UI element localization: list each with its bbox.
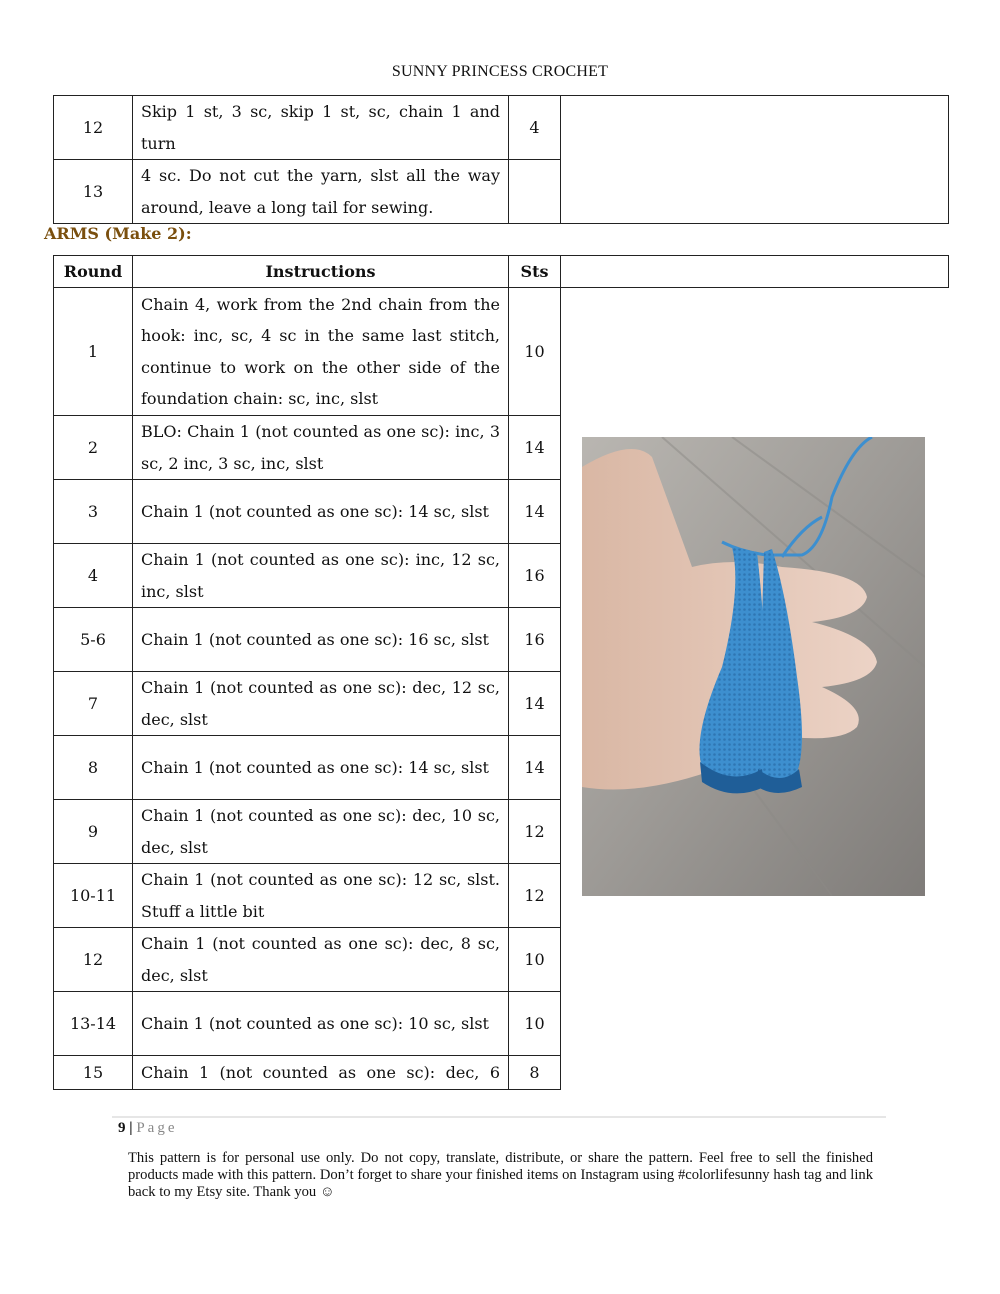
- table-row: [54, 288, 949, 416]
- instructions-cell: Chain 1 (not counted as one sc): 14 sc, slst: [133, 480, 509, 544]
- round-cell: 7: [54, 672, 133, 736]
- image-cell: [561, 96, 949, 224]
- round-cell: 2: [54, 416, 133, 480]
- instructions-cell: Chain 1 (not counted as one sc): 10 sc, slst: [133, 992, 509, 1056]
- page-header: SUNNY PRINCESS CROCHET: [391, 63, 609, 80]
- sts-cell: 10: [509, 928, 561, 992]
- round-cell: 9: [54, 800, 133, 864]
- column-header-sts: Sts: [509, 256, 561, 288]
- table-row: [54, 928, 949, 992]
- round-cell: 3: [54, 480, 133, 544]
- table-row: [54, 1056, 949, 1090]
- section-heading-arms: ARMS (Make 2):: [44, 224, 192, 243]
- instructions-cell: Chain 1 (not counted as one sc): dec, 10 sc, dec, slst: [133, 800, 509, 864]
- round-cell: 8: [54, 736, 133, 800]
- table-row: [54, 992, 949, 1056]
- sts-cell: 10: [509, 288, 561, 416]
- sts-cell: 14: [509, 416, 561, 480]
- instructions-cell: Chain 1 (not counted as one sc): inc, 12 sc, inc, slst: [133, 544, 509, 608]
- column-header-instructions: Instructions: [133, 256, 509, 288]
- sts-cell: 14: [509, 672, 561, 736]
- table-row: [54, 96, 949, 160]
- sts-cell: 8: [509, 1056, 561, 1090]
- instructions-cell: Chain 1 (not counted as one sc): dec, 12 sc, dec, slst: [133, 672, 509, 736]
- footer-notice: This pattern is for personal use only. Do not copy, translate, distribute, or share the pattern. Feel free to sell the finished products made with this pattern. Don’t forget to share your finished items on Instagram using #colorlifesunny hash tag and link back to my Etsy site. Thank you ☺: [128, 1150, 873, 1200]
- instructions-cell: Skip 1 st, 3 sc, skip 1 st, sc, chain 1 and turn: [133, 96, 509, 160]
- sts-cell: 14: [509, 736, 561, 800]
- sts-cell: 14: [509, 480, 561, 544]
- instructions-cell: Chain 1 (not counted as one sc): dec, 6: [133, 1056, 509, 1090]
- round-cell: 5-6: [54, 608, 133, 672]
- round-cell: 13-14: [54, 992, 133, 1056]
- table-header-row: [54, 256, 949, 288]
- column-header-round: Round: [54, 256, 133, 288]
- sts-cell: [509, 160, 561, 224]
- footer-divider: [112, 1116, 886, 1118]
- instructions-cell: Chain 1 (not counted as one sc): dec, 8 sc, dec, slst: [133, 928, 509, 992]
- round-cell: 10-11: [54, 864, 133, 928]
- sts-cell: 16: [509, 544, 561, 608]
- instructions-cell: Chain 1 (not counted as one sc): 14 sc, slst: [133, 736, 509, 800]
- round-cell: 13: [54, 160, 133, 224]
- page-number-value: 9: [118, 1120, 126, 1136]
- sts-cell: 16: [509, 608, 561, 672]
- round-cell: 12: [54, 928, 133, 992]
- sts-cell: 10: [509, 992, 561, 1056]
- round-cell: 4: [54, 544, 133, 608]
- sts-cell: 12: [509, 864, 561, 928]
- round-cell: 12: [54, 96, 133, 160]
- top-table: [53, 95, 949, 224]
- round-cell: 15: [54, 1056, 133, 1090]
- image-cell: [561, 256, 949, 288]
- round-cell: 1: [54, 288, 133, 416]
- instructions-cell: 4 sc. Do not cut the yarn, slst all the way around, leave a long tail for sewing.: [133, 160, 509, 224]
- instructions-cell: Chain 1 (not counted as one sc): 16 sc, slst: [133, 608, 509, 672]
- sts-cell: 12: [509, 800, 561, 864]
- instructions-cell: BLO: Chain 1 (not counted as one sc): inc, 3 sc, 2 inc, 3 sc, inc, slst: [133, 416, 509, 480]
- crocheted-arms-photo: [582, 437, 925, 896]
- instructions-cell: Chain 4, work from the 2nd chain from the hook: inc, sc, 4 sc in the same last stitch, continue to work on the other side of the foundation chain: sc, inc, slst: [133, 288, 509, 416]
- page-label: Page: [136, 1120, 178, 1136]
- sts-cell: 4: [509, 96, 561, 160]
- instructions-cell: Chain 1 (not counted as one sc): 12 sc, slst. Stuff a little bit: [133, 864, 509, 928]
- page-number: 9 | Page: [118, 1120, 178, 1136]
